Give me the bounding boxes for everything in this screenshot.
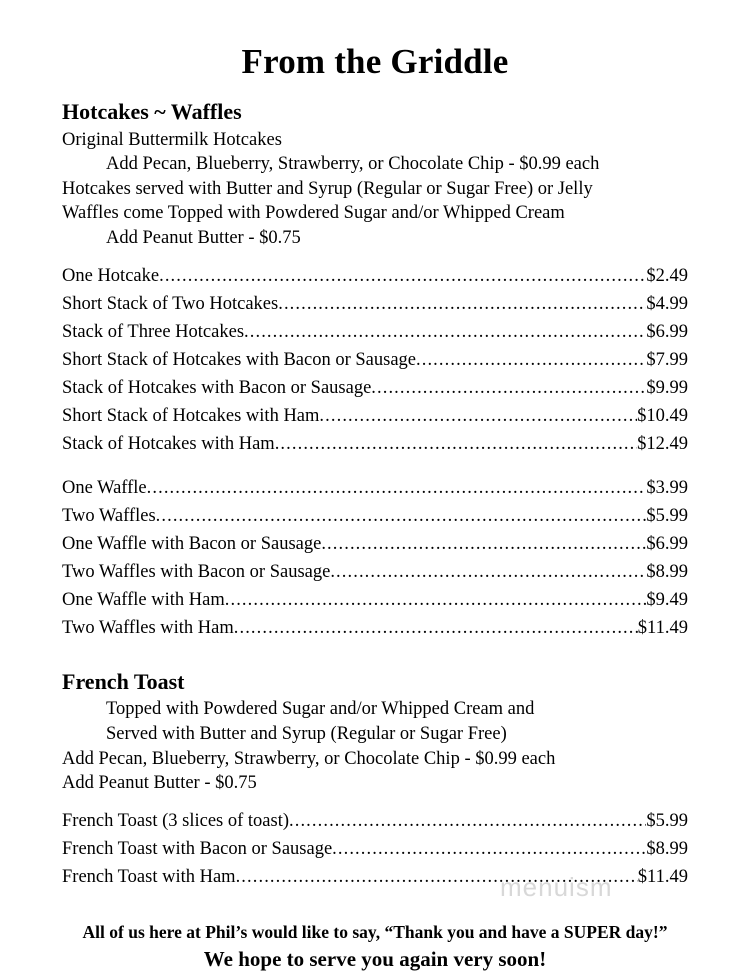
menu-item-price: $10.49 (637, 405, 688, 426)
menu-item-row[interactable] (62, 351, 688, 379)
dot-leader (321, 535, 646, 554)
menu-item-name: One Waffle (62, 477, 147, 498)
dot-leader (147, 479, 647, 498)
menu-item-row[interactable] (62, 868, 688, 896)
menu-item-name: Two Waffles (62, 505, 156, 526)
menu-item-price: $9.99 (646, 377, 688, 398)
menu-section-french-toast (62, 647, 688, 896)
menu-item-price: $2.49 (646, 265, 688, 286)
section-description-french-toast (62, 695, 688, 795)
menu-item-name: One Hotcake (62, 265, 160, 286)
description-line: Topped with Powdered Sugar and/or Whipped Cream and (106, 699, 535, 720)
menu-content (0, 81, 750, 896)
menu-item-price: $12.49 (637, 433, 688, 454)
description-line: Waffles come Topped with Powdered Sugar and/or Whipped Cream (62, 203, 565, 224)
menu-item-row[interactable] (62, 295, 688, 323)
menu-item-name: Two Waffles with Ham (62, 617, 234, 638)
description-line: Add Peanut Butter - $0.75 (62, 773, 257, 794)
menu-item-price: $7.99 (646, 349, 688, 370)
description-line: Served with Butter and Syrup (Regular or Sugar Free) (106, 723, 507, 744)
dot-leader (371, 379, 646, 398)
menu-item-price: $5.99 (646, 505, 688, 526)
menu-item-row[interactable] (62, 563, 688, 591)
dot-leader (156, 507, 647, 526)
menu-item-row[interactable] (62, 379, 688, 407)
dot-leader (159, 267, 646, 286)
menu-item-name: One Waffle with Ham (62, 589, 225, 610)
dot-leader (225, 591, 647, 610)
footer-thank-you-line: All of us here at Phil’s would like to say, “Thank you and have a SUPER day!” (82, 921, 668, 942)
menu-item-name: French Toast (3 slices of toast) (62, 810, 289, 831)
menu-item-price: $8.99 (646, 838, 688, 859)
menu-item-name: Short Stack of Hotcakes with Ham (62, 405, 320, 426)
menu-item-price: $8.99 (646, 561, 688, 582)
menu-item-row[interactable] (62, 323, 688, 351)
watermark: menuism (500, 872, 613, 902)
menu-item-row[interactable] (62, 535, 688, 563)
menu-item-row[interactable] (62, 812, 688, 840)
menu-item-name: Stack of Hotcakes with Bacon or Sausage (62, 377, 372, 398)
price-group-french-toast (62, 796, 688, 896)
menu-item-name: French Toast with Bacon or Sausage (62, 838, 333, 859)
description-line: Add Peanut Butter - $0.75 (106, 227, 301, 248)
dot-leader (244, 323, 646, 342)
menu-item-price: $3.99 (646, 477, 688, 498)
menu-item-name: Stack of Hotcakes with Ham (62, 433, 275, 454)
menu-item-price: $11.49 (637, 617, 688, 638)
menu-item-price: $6.99 (646, 533, 688, 554)
menu-item-name: Short Stack of Two Hotcakes (62, 293, 279, 314)
footer-return-line: We hope to serve you again very soon! (203, 946, 547, 971)
description-line: Hotcakes served with Butter and Syrup (Regular or Sugar Free) or Jelly (62, 178, 593, 199)
section-heading-french-toast: French Toast (62, 668, 185, 694)
menu-section-hotcakes-waffles (62, 81, 688, 647)
menu-item-price: $11.49 (637, 866, 688, 887)
menu-item-row[interactable] (62, 407, 688, 435)
page-title: From the Griddle (241, 42, 509, 81)
menu-item-name: Stack of Three Hotcakes (62, 321, 245, 342)
menu-item-price: $9.49 (646, 589, 688, 610)
section-description-hotcakes-waffles (62, 126, 688, 251)
menu-item-row[interactable] (62, 840, 688, 868)
description-line: Original Buttermilk Hotcakes (62, 129, 282, 150)
menu-item-name: Two Waffles with Bacon or Sausage (62, 561, 331, 582)
dot-leader (416, 351, 646, 370)
dot-leader (330, 563, 646, 582)
dot-leader (236, 868, 638, 887)
menu-item-row[interactable] (62, 479, 688, 507)
menu-item-name: One Waffle with Bacon or Sausage (62, 533, 322, 554)
menu-item-price: $5.99 (646, 810, 688, 831)
price-group-hotcakes (62, 251, 688, 463)
dot-leader (332, 840, 646, 859)
dot-leader (278, 295, 646, 314)
menu-item-name: French Toast with Ham (62, 866, 236, 887)
section-heading-hotcakes-waffles: Hotcakes ~ Waffles (62, 98, 242, 124)
dot-leader (289, 812, 646, 831)
dot-leader (319, 407, 637, 426)
dot-leader (275, 435, 637, 454)
dot-leader (234, 619, 638, 638)
menu-item-row[interactable] (62, 507, 688, 535)
description-line: Add Pecan, Blueberry, Strawberry, or Chocolate Chip - $0.99 each (106, 154, 600, 175)
menu-item-name: Short Stack of Hotcakes with Bacon or Sausage (62, 349, 416, 370)
menu-item-price: $4.99 (646, 293, 688, 314)
menu-item-row[interactable] (62, 591, 688, 619)
price-group-waffles (62, 463, 688, 647)
menu-footer (0, 896, 750, 972)
menu-item-row[interactable] (62, 619, 688, 647)
menu-item-price: $6.99 (646, 321, 688, 342)
description-line: Add Pecan, Blueberry, Strawberry, or Chocolate Chip - $0.99 each (62, 748, 556, 769)
menu-item-row[interactable] (62, 267, 688, 295)
menu-item-row[interactable] (62, 435, 688, 463)
